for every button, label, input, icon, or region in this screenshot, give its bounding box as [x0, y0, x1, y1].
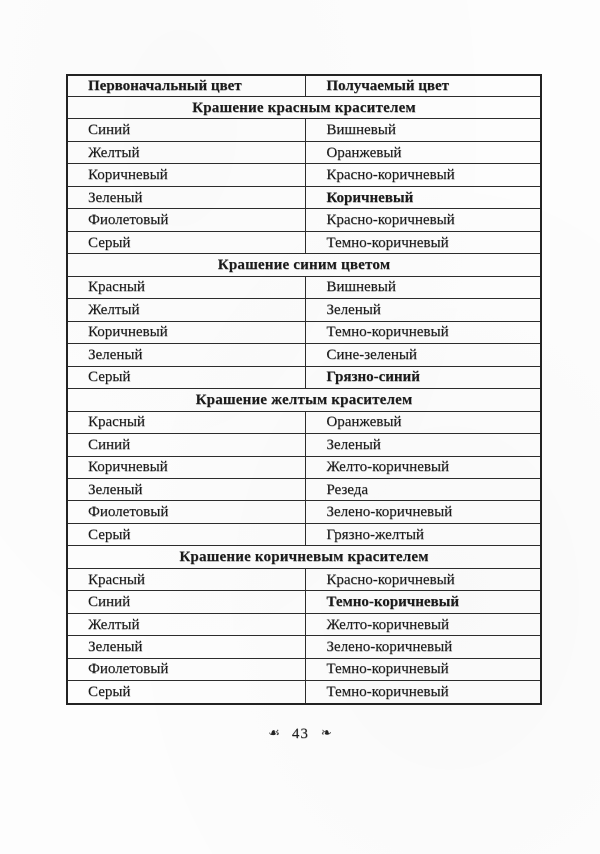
- result-color-cell: Желто-коричневый: [306, 613, 541, 635]
- result-color-cell: Вишневый: [306, 276, 541, 298]
- result-color-cell: Резеда: [306, 478, 541, 500]
- original-color-cell: Серый: [67, 231, 306, 253]
- original-color-cell: Синий: [67, 119, 306, 141]
- original-color-cell: Фиолетовый: [67, 658, 306, 680]
- result-color-cell: Грязно-синий: [306, 366, 541, 388]
- table-row: [67, 501, 541, 523]
- fleuron-right-icon: ❧: [320, 726, 332, 741]
- table-row: [67, 658, 541, 680]
- result-color-cell: Вишневый: [306, 119, 541, 141]
- table-row: [67, 568, 541, 590]
- result-color-cell: Красно-коричневый: [306, 164, 541, 186]
- original-color-cell: Серый: [67, 681, 306, 704]
- result-color-cell: Темно-коричневый: [306, 231, 541, 253]
- dye-table-body: [67, 97, 541, 705]
- result-color-cell: Оранжевый: [306, 141, 541, 163]
- table-row: [67, 299, 541, 321]
- original-color-cell: Синий: [67, 434, 306, 456]
- table-row: [67, 636, 541, 658]
- result-color-cell: Зеленый: [306, 434, 541, 456]
- table-row: [67, 681, 541, 704]
- table-row: [67, 523, 541, 545]
- section-header-row: [67, 97, 541, 119]
- original-color-cell: Красный: [67, 568, 306, 590]
- original-color-cell: Серый: [67, 523, 306, 545]
- result-color-cell: Желто-коричневый: [306, 456, 541, 478]
- fleuron-left-icon: ☙: [268, 726, 280, 741]
- section-title: Крашение красным красителем: [67, 97, 541, 119]
- table-row: [67, 164, 541, 186]
- page-footer: [0, 726, 600, 743]
- column-header-original: Первоначальный цвет: [67, 75, 306, 97]
- section-header-row: [67, 254, 541, 276]
- result-color-cell: Зелено-коричневый: [306, 636, 541, 658]
- result-color-cell: Коричневый: [306, 186, 541, 208]
- result-color-cell: Темно-коричневый: [306, 321, 541, 343]
- original-color-cell: Коричневый: [67, 321, 306, 343]
- original-color-cell: Красный: [67, 276, 306, 298]
- original-color-cell: Синий: [67, 591, 306, 613]
- result-color-cell: Темно-коричневый: [306, 591, 541, 613]
- original-color-cell: Зеленый: [67, 478, 306, 500]
- table-row: [67, 478, 541, 500]
- original-color-cell: Фиолетовый: [67, 209, 306, 231]
- table-row: [67, 613, 541, 635]
- original-color-cell: Красный: [67, 411, 306, 433]
- original-color-cell: Зеленый: [67, 344, 306, 366]
- original-color-cell: Зеленый: [67, 636, 306, 658]
- table-row: [67, 366, 541, 388]
- table-row: [67, 209, 541, 231]
- result-color-cell: Красно-коричневый: [306, 209, 541, 231]
- table-row: [67, 141, 541, 163]
- table-row: [67, 276, 541, 298]
- section-title: Крашение коричневым красителем: [67, 546, 541, 568]
- table-row: [67, 456, 541, 478]
- section-title: Крашение желтым красителем: [67, 389, 541, 411]
- table-row: [67, 231, 541, 253]
- table-row: [67, 434, 541, 456]
- page-number: 43: [291, 726, 309, 742]
- column-header-result: Получаемый цвет: [306, 75, 541, 97]
- result-color-cell: Грязно-желтый: [306, 523, 541, 545]
- result-color-cell: Зелено-коричневый: [306, 501, 541, 523]
- table-row: [67, 186, 541, 208]
- table-row: [67, 411, 541, 433]
- original-color-cell: Зеленый: [67, 186, 306, 208]
- result-color-cell: Темно-коричневый: [306, 681, 541, 704]
- original-color-cell: Желтый: [67, 141, 306, 163]
- original-color-cell: Коричневый: [67, 164, 306, 186]
- result-color-cell: Красно-коричневый: [306, 568, 541, 590]
- section-header-row: [67, 389, 541, 411]
- result-color-cell: Темно-коричневый: [306, 658, 541, 680]
- table-row: [67, 321, 541, 343]
- result-color-cell: Зеленый: [306, 299, 541, 321]
- header-row: [67, 75, 541, 97]
- result-color-cell: Оранжевый: [306, 411, 541, 433]
- result-color-cell: Сине-зеленый: [306, 344, 541, 366]
- original-color-cell: Серый: [67, 366, 306, 388]
- table-row: [67, 344, 541, 366]
- table-row: [67, 591, 541, 613]
- dye-color-table: [66, 74, 542, 705]
- table-row: [67, 119, 541, 141]
- original-color-cell: Желтый: [67, 613, 306, 635]
- section-title: Крашение синим цветом: [67, 254, 541, 276]
- original-color-cell: Коричневый: [67, 456, 306, 478]
- original-color-cell: Желтый: [67, 299, 306, 321]
- section-header-row: [67, 546, 541, 568]
- original-color-cell: Фиолетовый: [67, 501, 306, 523]
